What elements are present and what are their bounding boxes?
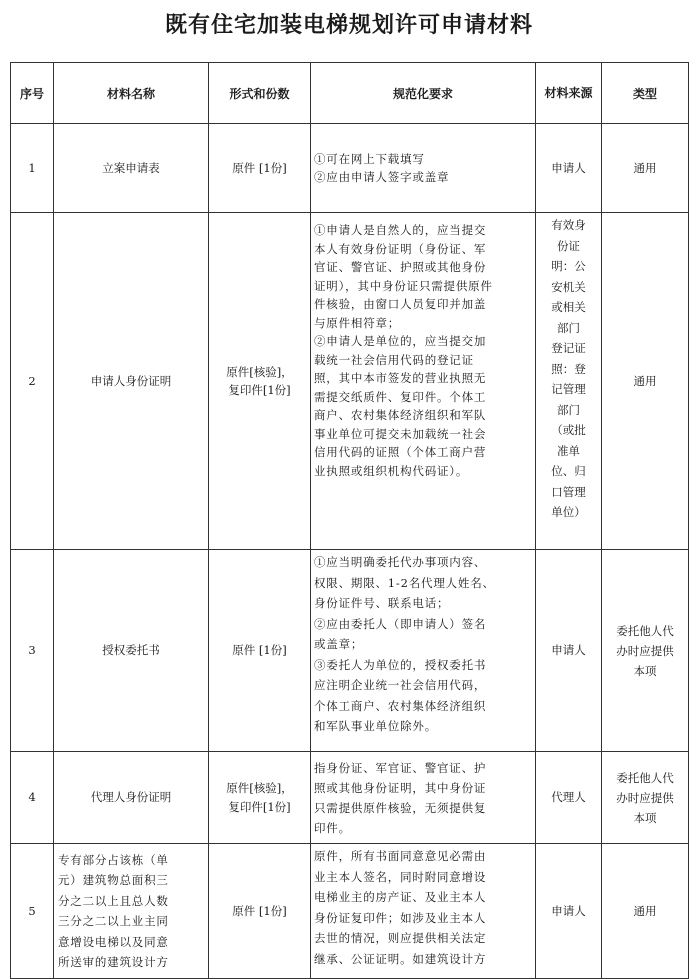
requirement-line: 应注明企业统一社会信用代码，: [314, 678, 487, 692]
row-source: [536, 213, 602, 550]
table-header-row: [11, 63, 689, 124]
requirement-line: ②应由委托人（即申请人）签名: [314, 616, 487, 631]
requirement-line: 与原件相符章；: [314, 315, 401, 330]
material-name-line: 专有部分占该栋（单: [58, 852, 169, 867]
requirement-line: 去世的情况，则应提供相关法定: [314, 931, 487, 945]
row-index: 3: [11, 550, 54, 752]
source-line: 准单: [557, 443, 580, 458]
row-material-name: [54, 844, 209, 979]
source-line: 安机关: [551, 279, 586, 294]
header-form: 形式和份数: [209, 63, 311, 124]
row-material-name: 代理人身份证明: [54, 752, 209, 844]
row-requirement: [311, 550, 536, 752]
form-line: 原件 [1份]: [232, 160, 287, 175]
requirement-line: 需提交纸质件、复印件。个体工: [314, 389, 487, 404]
row-form: [209, 844, 311, 979]
header-requirement: 规范化要求: [311, 63, 536, 124]
form-line: 复印件[1份]: [228, 383, 291, 397]
requirement-line: 信用代码的证照（个体工商户营: [314, 445, 487, 459]
type-line: 通用: [633, 903, 657, 918]
row-requirement: [311, 752, 536, 844]
source-line: 记管理: [551, 382, 586, 396]
form-line: 原件 [1份]: [232, 903, 287, 918]
row-requirement: [311, 213, 536, 550]
header-index: 序号: [11, 63, 54, 124]
table-row: [11, 844, 689, 979]
requirement-line: 电梯业主的房产证、及业主本人: [314, 890, 487, 904]
requirement-line: ②应由申请人签字或盖章: [314, 170, 450, 184]
row-form: [209, 213, 311, 550]
source-line: 登记证: [551, 341, 586, 355]
row-material-name: 申请人身份证明: [54, 213, 209, 550]
requirement-line: 指身份证、军官证、警官证、护: [314, 760, 487, 775]
material-name-line: 三分之二以上业主同: [58, 914, 169, 928]
requirement-line: ③委托人为单位的，授权委托书: [314, 657, 487, 672]
source-line: （或批: [551, 423, 586, 437]
source-line: 或相关: [551, 300, 586, 314]
requirement-line: 载统一社会信用代码的登记证: [314, 352, 474, 367]
requirement-line: 原件，所有书面同意意见必需由: [314, 849, 487, 863]
requirement-line: 证明），其中身份证只需提供原件: [314, 278, 493, 293]
row-type: [602, 213, 689, 550]
requirement-line: 照或其他身份证明，其中身份证: [314, 780, 487, 795]
row-index: 2: [11, 213, 54, 550]
form-line: 原件[核验]，: [226, 364, 293, 379]
row-index: 1: [11, 124, 54, 213]
table-row: [11, 124, 689, 213]
row-type: [602, 752, 689, 844]
row-source: [536, 124, 602, 213]
row-form: [209, 124, 311, 213]
source-line: 部门: [557, 402, 580, 417]
row-material-name: 授权委托书: [54, 550, 209, 752]
source-line: 申请人: [551, 160, 586, 175]
row-type: [602, 844, 689, 979]
type-line: 本项: [633, 663, 657, 678]
header-name: 材料名称: [54, 63, 209, 124]
header-source: 材料来源: [536, 63, 602, 124]
requirement-line: 照，其中本市签发的营业执照无: [314, 371, 487, 385]
row-index: 5: [11, 844, 54, 979]
form-line: 原件[核验]，: [226, 781, 293, 795]
form-line: 复印件[1份]: [228, 799, 291, 814]
requirement-line: ①申请人是自然人的，应当提交: [314, 223, 487, 237]
requirement-line: 身份证复印件；如涉及业主本人: [314, 910, 487, 925]
requirement-line: 业执照或组织机构代码证）。: [314, 463, 469, 478]
requirement-line: 本人有效身份证明（身份证、军: [314, 241, 487, 256]
source-line: 部门: [557, 320, 580, 335]
requirement-line: 官证、警官证、护照或其他身份: [314, 260, 487, 274]
source-line: 单位）: [551, 505, 586, 519]
source-line: 明：公: [551, 259, 586, 273]
row-requirement: [311, 124, 536, 213]
requirement-line: 印件。: [314, 820, 351, 835]
table-row: [11, 752, 689, 844]
requirement-line: ②申请人是单位的，应当提交加: [314, 334, 487, 348]
requirement-line: 件核验，由窗口人员复印并加盖: [314, 297, 487, 311]
row-source: [536, 550, 602, 752]
source-line: 口管理: [551, 484, 586, 499]
row-type: [602, 124, 689, 213]
material-name-line: 所送审的建筑设计方: [58, 955, 169, 969]
materials-table: [10, 62, 689, 979]
requirement-line: 事业单位可提交未加载统一社会: [314, 426, 487, 441]
row-form: [209, 550, 311, 752]
type-line: 委托他人代: [616, 623, 674, 638]
type-line: 办时应提供: [616, 790, 674, 805]
source-line: 位、归: [551, 464, 586, 478]
table-row: [11, 213, 689, 550]
source-line: 有效身: [551, 218, 586, 232]
requirement-line: 身份证件号、联系电话；: [314, 596, 450, 610]
row-source: [536, 844, 602, 979]
table-row: [11, 550, 689, 752]
type-line: 通用: [633, 373, 657, 388]
requirement-line: 业主本人签名，同时附同意增设: [314, 869, 487, 884]
requirement-line: 商户、农村集体经济组织和军队: [314, 408, 487, 422]
source-line: 照：登: [551, 361, 586, 376]
requirement-line: 个体工商户、农村集体经济组织: [314, 698, 487, 713]
requirement-line: 只需提供原件核验，无须提供复: [314, 800, 487, 815]
requirement-line: ①可在网上下载填写: [314, 151, 425, 166]
material-name-line: 元）建筑物总面积三: [58, 873, 169, 887]
requirement-line: 权限、期限、1-2名代理人姓名、: [314, 575, 495, 590]
source-line: 申请人: [551, 643, 586, 658]
requirement-line: 或盖章；: [314, 637, 364, 651]
row-source: [536, 752, 602, 844]
row-requirement: [311, 844, 536, 979]
source-line: 份证: [557, 238, 580, 253]
row-type: [602, 550, 689, 752]
type-line: 委托他人代: [616, 770, 674, 785]
source-line: 代理人: [551, 790, 586, 805]
row-material-name: 立案申请表: [54, 124, 209, 213]
type-line: 通用: [633, 160, 657, 175]
header-type: 类型: [602, 63, 689, 124]
material-name-line: 意增设电梯以及同意: [58, 934, 169, 949]
requirement-line: ①应当明确委托代办事项内容、: [314, 555, 487, 569]
type-line: 办时应提供: [616, 643, 674, 658]
material-name-line: 分之二以上且总人数: [58, 893, 169, 908]
requirement-line: 和军队事业单位除外。: [314, 719, 437, 733]
form-line: 原件 [1份]: [232, 643, 287, 658]
requirement-line: 继承、公证证明。如建筑设计方: [314, 951, 487, 966]
row-index: 4: [11, 752, 54, 844]
type-line: 本项: [633, 810, 657, 825]
source-line: 申请人: [551, 903, 586, 918]
row-form: [209, 752, 311, 844]
page-title: 既有住宅加装电梯规划许可申请材料: [164, 13, 533, 38]
